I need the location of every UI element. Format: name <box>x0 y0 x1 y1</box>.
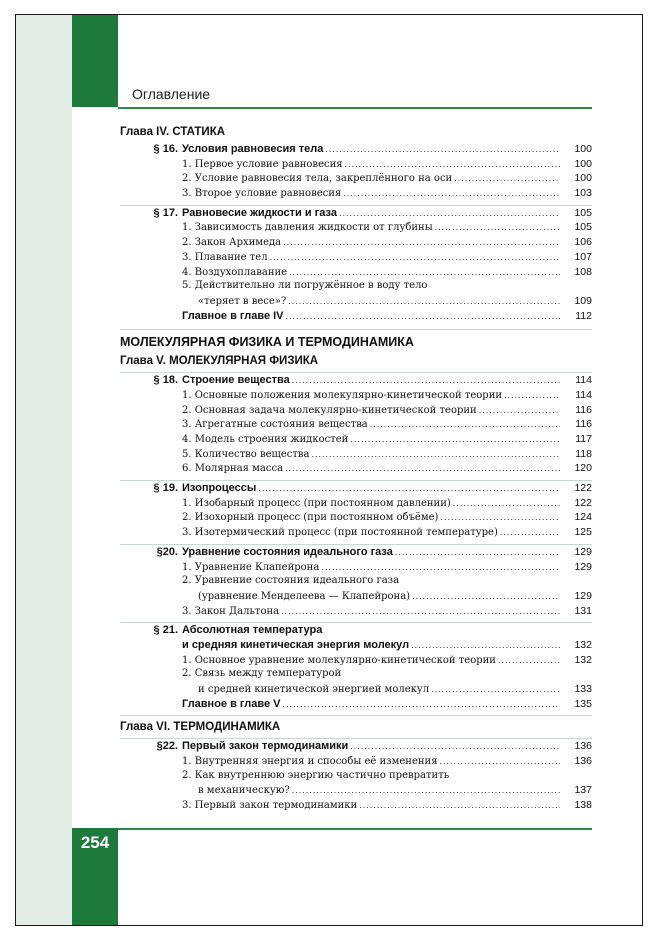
leader-dots <box>477 403 560 418</box>
item-text: 6. Молярная масса <box>182 463 284 475</box>
toc-item[interactable] <box>120 604 592 619</box>
item-text: 3. Плавание тел <box>182 251 268 263</box>
page-title: Оглавление <box>132 86 211 102</box>
page-ref: 136 <box>574 740 592 753</box>
item-text: в механическую? <box>198 785 290 797</box>
page-ref: 138 <box>574 799 592 812</box>
item-text: 3. Агрегатные состояния вещества <box>182 419 368 431</box>
toc-item[interactable] <box>120 769 592 784</box>
leader-dots <box>498 525 560 540</box>
leader-dots <box>256 481 560 496</box>
leader-dots <box>343 157 560 172</box>
toc-item[interactable] <box>120 783 592 798</box>
leader-dots <box>280 697 560 712</box>
toc-item[interactable] <box>120 403 592 418</box>
part-label: МОЛЕКУЛЯРНАЯ ФИЗИКА И ТЕРМОДИНАМИКА <box>120 335 414 350</box>
section-row[interactable] <box>120 544 592 560</box>
page-ref: 100 <box>574 157 592 170</box>
page-ref: 133 <box>574 683 592 695</box>
page-ref: 136 <box>574 755 592 768</box>
section-row[interactable] <box>120 480 592 496</box>
page-ref: 132 <box>574 638 592 651</box>
page-ref: 135 <box>574 697 592 710</box>
page-ref: 105 <box>574 221 592 234</box>
toc-item[interactable] <box>120 279 592 294</box>
page-ref: 131 <box>574 604 592 617</box>
item-text: (уравнение Менделеева — Клапейрона) <box>198 590 411 602</box>
leader-dots <box>393 545 560 560</box>
item-text: 2. Условие равновесия тела, закреплённого на оси <box>182 173 453 185</box>
section-row[interactable] <box>120 738 592 754</box>
leader-dots <box>433 220 560 235</box>
page-ref: 116 <box>575 418 592 431</box>
page-ref: 122 <box>574 496 592 509</box>
chapter-label: Глава V. МОЛЕКУЛЯРНАЯ ФИЗИКА <box>120 355 319 368</box>
leader-dots <box>438 754 560 769</box>
item-text: 1. Первое условие равновесия <box>182 158 343 170</box>
leader-dots <box>319 560 560 575</box>
summary-row[interactable] <box>120 697 592 712</box>
summary-row[interactable] <box>120 309 592 324</box>
page-ref: 107 <box>574 250 592 263</box>
item-text: 1. Основное уравнение молекулярно-кинетической теории <box>182 654 496 666</box>
section-title: Первый закон термодинамики <box>182 740 349 753</box>
page-ref: 114 <box>575 388 592 401</box>
toc-item[interactable] <box>120 798 592 813</box>
page-ref: 132 <box>574 653 592 666</box>
page-ref: 106 <box>574 236 592 249</box>
chapter-heading <box>120 122 592 142</box>
toc-item[interactable] <box>120 447 592 462</box>
page-ref: 114 <box>575 374 592 387</box>
section-number: § 16. <box>153 143 178 155</box>
section-title: Равновесие жидкости и газа <box>182 206 337 219</box>
page-ref: 122 <box>574 482 592 495</box>
page-ref: 137 <box>574 784 592 797</box>
section-number: § 19. <box>153 482 178 495</box>
page-ref: 103 <box>574 187 592 200</box>
table-of-contents <box>120 122 592 813</box>
toc-item[interactable] <box>120 589 592 604</box>
toc-item[interactable] <box>120 186 592 201</box>
section-title: Уравнение состояния идеального газа <box>182 545 393 558</box>
section-number: §22. <box>156 740 178 753</box>
leader-dots <box>502 388 560 403</box>
page-ref: 124 <box>574 511 592 524</box>
toc-item[interactable] <box>120 265 592 280</box>
item-text: 1. Внутренняя энергия и способы её изменения <box>182 756 438 768</box>
toc-item[interactable] <box>120 667 592 682</box>
section-number: § 18. <box>153 374 178 387</box>
page-ref: 129 <box>574 560 592 573</box>
leader-dots <box>323 142 560 157</box>
item-text: 5. Количество вещества <box>182 448 310 460</box>
footer-rule <box>118 828 592 830</box>
left-margin-strip <box>16 15 72 925</box>
toc-item[interactable] <box>120 220 592 235</box>
chapter-heading <box>120 715 592 735</box>
leader-dots <box>348 432 560 447</box>
leader-dots <box>452 171 560 186</box>
item-text: 1. Уравнение Клапейрона <box>182 561 320 573</box>
section-row-continued[interactable] <box>120 638 592 653</box>
toc-item[interactable] <box>120 388 592 403</box>
page-ref: 118 <box>575 447 592 460</box>
leader-dots <box>438 510 560 525</box>
item-text: и средней кинетической энергией молекул <box>198 684 430 695</box>
item-text: 2. Связь между температурой <box>182 668 342 680</box>
leader-dots <box>337 206 560 221</box>
section-title: Изопроцессы <box>182 482 257 495</box>
toc-item[interactable] <box>120 171 592 186</box>
item-text: 4. Воздухоплавание <box>182 266 288 278</box>
item-text: 3. Закон Дальтона <box>182 605 280 617</box>
leader-dots <box>496 653 560 668</box>
item-text: 2. Как внутреннюю энергию частично превратить <box>182 769 450 781</box>
leader-dots <box>290 373 560 388</box>
leader-dots <box>357 798 560 813</box>
page-ref: 109 <box>574 294 592 307</box>
header-rule <box>118 107 592 109</box>
toc-item[interactable] <box>120 682 592 697</box>
section-number: § 21. <box>153 624 178 637</box>
page-ref: 129 <box>574 545 592 558</box>
summary-title: Главное в главе V <box>182 697 281 710</box>
leader-dots <box>341 186 560 201</box>
section-row[interactable] <box>120 372 592 388</box>
leader-dots <box>410 589 560 604</box>
part-heading <box>120 329 592 352</box>
item-text: 1. Основные положения молекулярно-кинетической теории <box>182 389 503 401</box>
item-text: 1. Изобарный процесс (при постоянном давлении) <box>182 497 451 509</box>
green-tab-top <box>72 15 118 107</box>
toc-item[interactable] <box>120 157 592 172</box>
toc-item[interactable] <box>120 560 592 575</box>
section-number: § 17. <box>153 206 178 219</box>
page-ref: 112 <box>575 309 592 322</box>
toc-item[interactable] <box>120 754 592 769</box>
leader-dots <box>309 447 560 462</box>
toc-item[interactable] <box>120 574 592 589</box>
section-title: Абсолютная температура <box>182 624 323 637</box>
item-text: 2. Изохорный процесс (при постоянном объёме) <box>182 512 439 524</box>
page-ref: 129 <box>574 589 592 602</box>
summary-title: Главное в главе IV <box>182 309 284 322</box>
page-ref: 100 <box>574 143 592 155</box>
leader-dots <box>268 250 560 265</box>
leader-dots <box>409 638 560 653</box>
page-ref: 105 <box>574 206 592 219</box>
item-text: 1. Зависимость давления жидкости от глубины <box>182 222 433 234</box>
leader-dots <box>368 417 560 432</box>
leader-dots <box>451 496 560 511</box>
section-row[interactable] <box>120 142 592 157</box>
item-text: 3. Изотермический процесс (при постоянной температуре) <box>182 527 498 539</box>
page-ref: 125 <box>574 526 592 539</box>
item-text: 2. Основная задача молекулярно-кинетической теории <box>182 404 477 416</box>
leader-dots <box>286 294 560 309</box>
chapter-label: Глава VI. ТЕРМОДИНАМИКА <box>120 721 281 734</box>
page-ref: 120 <box>574 462 592 475</box>
section-title: Условия равновесия тела <box>182 143 324 155</box>
section-title: Строение вещества <box>182 374 290 387</box>
page-ref: 108 <box>574 265 592 278</box>
item-text: 4. Модель строения жидкостей <box>182 434 349 445</box>
section-number: §20. <box>156 545 178 558</box>
leader-dots <box>287 265 560 280</box>
toc-item[interactable] <box>120 510 592 525</box>
item-text: 5. Действительно ли погружённое в воду тело <box>182 280 428 292</box>
section-row[interactable] <box>120 205 592 221</box>
leader-dots <box>290 783 560 798</box>
item-text: «теряет в весе»? <box>198 295 287 307</box>
item-text: 2. Уравнение состояния идеального газа <box>182 575 400 587</box>
section-title-line2: и средняя кинетическая энергия молекул <box>182 638 410 651</box>
page-ref: 100 <box>574 172 592 185</box>
toc-item[interactable] <box>120 250 592 265</box>
leader-dots <box>279 604 560 619</box>
page-ref: 117 <box>575 433 592 445</box>
toc-item[interactable] <box>120 432 592 447</box>
chapter-heading <box>120 352 592 369</box>
item-text: 2. Закон Архимеда <box>182 237 282 249</box>
toc-item[interactable] <box>120 496 592 511</box>
toc-item[interactable] <box>120 294 592 309</box>
section-row[interactable] <box>120 622 592 638</box>
toc-item[interactable] <box>120 525 592 540</box>
toc-item[interactable] <box>120 653 592 668</box>
leader-dots <box>348 739 560 754</box>
leader-dots <box>283 461 560 476</box>
leader-dots <box>281 235 560 250</box>
item-text: 3. Первый закон термодинамики <box>182 800 358 812</box>
toc-item[interactable] <box>120 417 592 432</box>
page-number: 254 <box>80 833 110 852</box>
leader-dots <box>429 682 560 697</box>
toc-item[interactable] <box>120 461 592 476</box>
page-ref: 116 <box>575 403 592 416</box>
item-text: 3. Второе условие равновесия <box>182 188 342 200</box>
toc-item[interactable] <box>120 235 592 250</box>
leader-dots <box>284 309 560 324</box>
section-entry <box>182 142 592 157</box>
chapter-label: Глава IV. СТАТИКА <box>120 126 226 138</box>
